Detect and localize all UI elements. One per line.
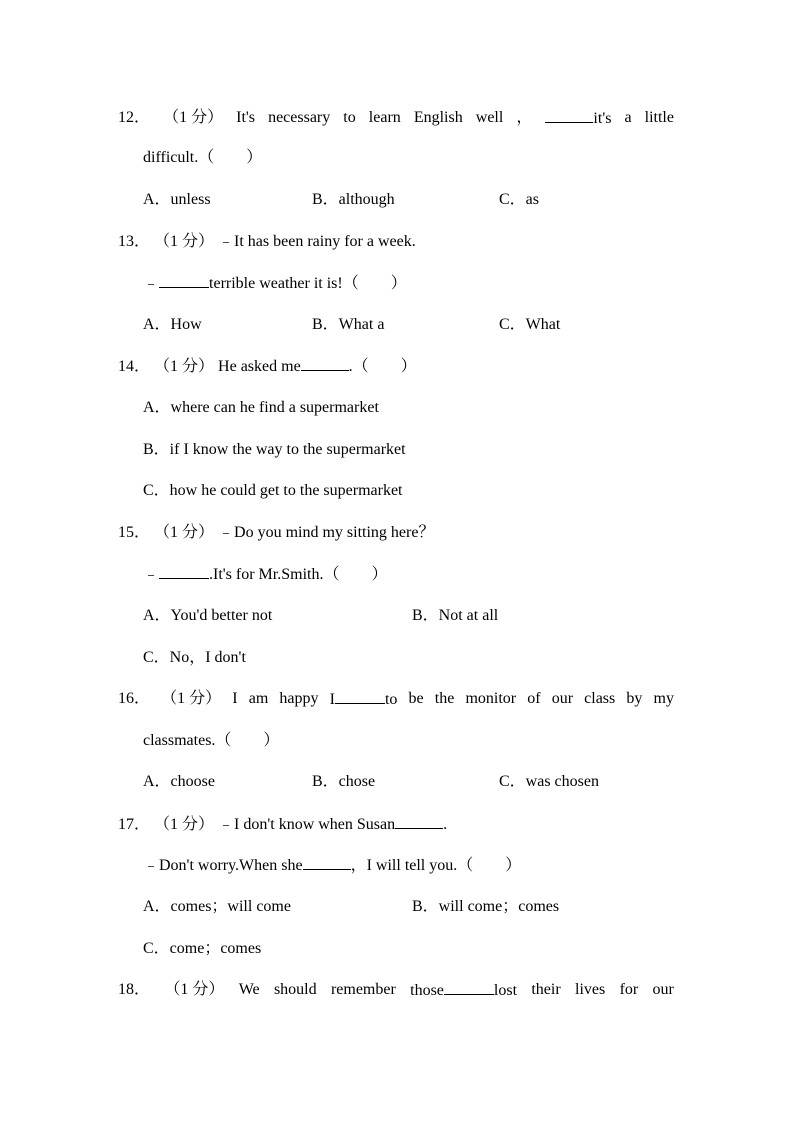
question-stem: ﹣It has been rainy for a week. <box>218 233 416 250</box>
answer-blank <box>159 564 209 579</box>
word: English <box>413 109 463 126</box>
question-12-line-2: difficult.（ ） <box>143 149 263 166</box>
option-a: A．unless <box>143 191 211 208</box>
word: learn <box>368 109 401 126</box>
word: their <box>531 981 561 998</box>
word: remember <box>330 981 396 998</box>
question-17-line-1: 17． （1 分） ﹣I don't know when Susan . <box>118 816 448 833</box>
question-number: 14． <box>118 358 151 375</box>
answer-blank <box>335 689 385 704</box>
question-score: （1 分） <box>154 816 215 833</box>
question-number: 18． <box>118 981 151 998</box>
word: our <box>551 690 574 707</box>
word: my <box>653 690 674 707</box>
question-number: 13． <box>118 233 151 250</box>
answer-blank <box>545 108 593 123</box>
option-c: C．come；comes <box>143 940 262 957</box>
word: the <box>434 690 455 707</box>
question-number: 15． <box>118 524 151 541</box>
question-score: （1 分） <box>163 109 224 126</box>
question-score: （1 分） <box>164 981 225 998</box>
question-15-line-1 <box>118 523 434 543</box>
question-17-line-2: ﹣Don't worry.When she ，I will tell you.（ ） <box>143 857 522 874</box>
option-b: B．Not at all <box>412 607 499 624</box>
answer-blank <box>303 855 351 870</box>
word: I <box>232 690 238 707</box>
answer-blank <box>159 273 209 288</box>
answer-blank <box>301 356 349 371</box>
question-score: （1 分） <box>161 690 222 707</box>
word: ， <box>516 109 533 126</box>
word: We <box>238 981 260 998</box>
word: should <box>273 981 317 998</box>
option-c: C．was chosen <box>499 773 599 790</box>
question-number: 12． <box>118 109 151 126</box>
question-number: 17． <box>118 816 151 833</box>
question-16-line-1 <box>118 689 674 710</box>
question-18-line-1 <box>118 980 674 1001</box>
word: to <box>343 109 356 126</box>
word: am <box>248 690 269 707</box>
word: happy <box>279 690 319 707</box>
word: lives <box>575 981 606 998</box>
option-a: A．choose <box>143 773 215 790</box>
question-number: 16． <box>118 690 151 707</box>
option-c: C．as <box>499 191 540 208</box>
option-b: B．will come；comes <box>412 898 560 915</box>
answer-blank <box>444 980 494 995</box>
question-15-line-2: ﹣ .It's for Mr.Smith.（ ） <box>143 566 388 583</box>
option-b: B．chose <box>312 773 376 790</box>
option-a: A．How <box>143 316 202 333</box>
option-b: B．if I know the way to the supermarket <box>143 441 406 458</box>
question-16-line-2: classmates.（ ） <box>143 732 280 749</box>
option-a: A．where can he find a supermarket <box>143 399 379 416</box>
option-c: C．No，I don't <box>143 649 246 666</box>
question-13-line-2: ﹣ terrible weather it is!（ ） <box>143 275 407 292</box>
option-b: B．although <box>312 191 395 208</box>
word: well <box>475 109 504 126</box>
question-score: （1 分） <box>154 233 215 250</box>
option-a: A．comes；will come <box>143 898 291 915</box>
word: It's <box>236 109 256 126</box>
option-a: A．You'd better not <box>143 607 273 624</box>
question-score: （1 分） <box>154 524 215 541</box>
word: of <box>527 690 541 707</box>
word: by <box>626 690 643 707</box>
word: class <box>584 690 616 707</box>
word: necessary <box>268 109 331 126</box>
question-12-line-1 <box>118 108 674 129</box>
question-stem: ﹣Do you mind my sitting here？ <box>218 524 435 541</box>
word: monitor <box>465 690 517 707</box>
word: for <box>619 981 639 998</box>
answer-blank-segment: I to <box>329 691 398 708</box>
option-c: C．how he could get to the supermarket <box>143 482 403 499</box>
option-c: C．What <box>499 316 561 333</box>
answer-blank <box>395 814 443 829</box>
question-score: （1 分） <box>154 358 215 375</box>
answer-blank-segment: it's <box>545 108 611 129</box>
word: a <box>624 109 632 126</box>
option-b: B．What a <box>312 316 385 333</box>
word: be <box>408 690 424 707</box>
word: our <box>652 981 674 998</box>
word: little <box>644 109 674 126</box>
question-13-line-1 <box>118 232 416 252</box>
answer-blank-segment: those lost <box>410 982 518 999</box>
question-14-line-1: 14． （1 分） He asked me .（ ） <box>118 358 417 375</box>
